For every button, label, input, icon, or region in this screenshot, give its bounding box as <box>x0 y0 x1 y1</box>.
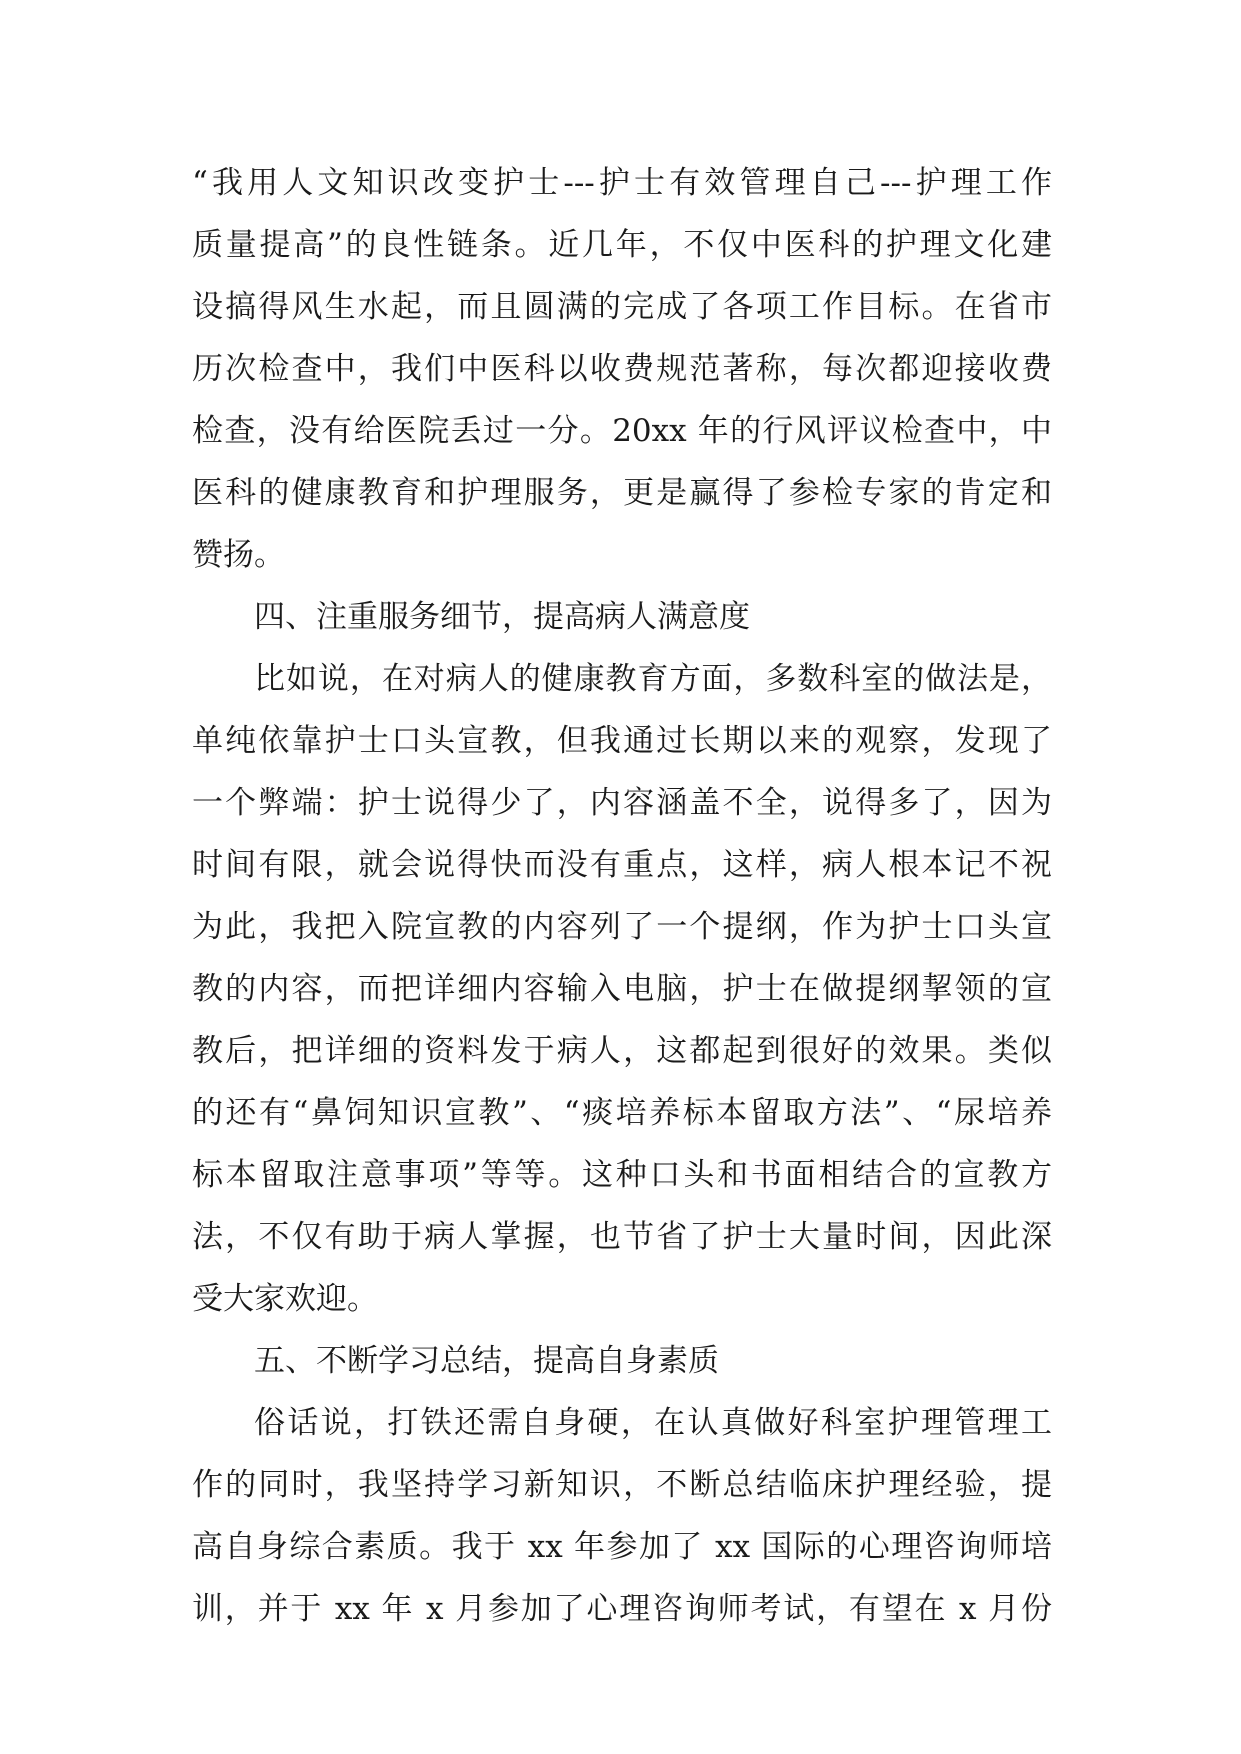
document-body <box>192 152 1052 1640</box>
text-line: “我用人文知识改变护士---护士有效管理自己---护理工作 <box>192 165 1052 201</box>
text-line: 俗话说，打铁还需自身硬，在认真做好科室护理管理工 <box>254 1405 1052 1441</box>
text-line: 教后，把详细的资料发于病人，这都起到很好的效果。类似 <box>192 1033 1052 1069</box>
text-line: 标本留取注意事项”等等。这种口头和书面相结合的宣教方 <box>192 1157 1052 1193</box>
text-line: 医科的健康教育和护理服务，更是赢得了参检专家的肯定和 <box>192 475 1052 511</box>
text-line: 检查，没有给医院丢过一分。20xx 年的行风评议检查中，中 <box>192 413 1052 449</box>
text-line: 的还有“鼻饲知识宣教”、“痰培养标本留取方法”、“尿培养 <box>192 1095 1052 1131</box>
text-line: 时间有限，就会说得快而没有重点，这样，病人根本记不祝 <box>192 847 1052 883</box>
text-line: 受大家欢迎。 <box>192 1281 378 1317</box>
text-line: 作的同时，我坚持学习新知识，不断总结临床护理经验，提 <box>192 1467 1052 1503</box>
section-heading: 五、不断学习总结，提高自身素质 <box>254 1343 719 1379</box>
text-line: 历次检查中，我们中医科以收费规范著称，每次都迎接收费 <box>192 351 1052 387</box>
section-heading: 四、注重服务细节，提高病人满意度 <box>254 599 750 635</box>
text-line: 赞扬。 <box>192 537 285 573</box>
text-line: 比如说，在对病人的健康教育方面，多数科室的做法是， <box>254 661 1052 697</box>
text-line: 训，并于 xx 年 x 月参加了心理咨询师考试，有望在 x 月份 <box>192 1591 1052 1627</box>
text-line: 设搞得风生水起，而且圆满的完成了各项工作目标。在省市 <box>192 289 1052 325</box>
text-line: 为此，我把入院宣教的内容列了一个提纲，作为护士口头宣 <box>192 909 1052 945</box>
text-line: 一个弊端：护士说得少了，内容涵盖不全，说得多了，因为 <box>192 785 1052 821</box>
text-line: 质量提高”的良性链条。近几年，不仅中医科的护理文化建 <box>192 227 1052 263</box>
text-line: 教的内容，而把详细内容输入电脑，护士在做提纲挈领的宣 <box>192 971 1052 1007</box>
text-line: 法，不仅有助于病人掌握，也节省了护士大量时间，因此深 <box>192 1219 1052 1255</box>
text-line: 单纯依靠护士口头宣教，但我通过长期以来的观察，发现了 <box>192 723 1052 759</box>
text-line: 高自身综合素质。我于 xx 年参加了 xx 国际的心理咨询师培 <box>192 1529 1052 1565</box>
